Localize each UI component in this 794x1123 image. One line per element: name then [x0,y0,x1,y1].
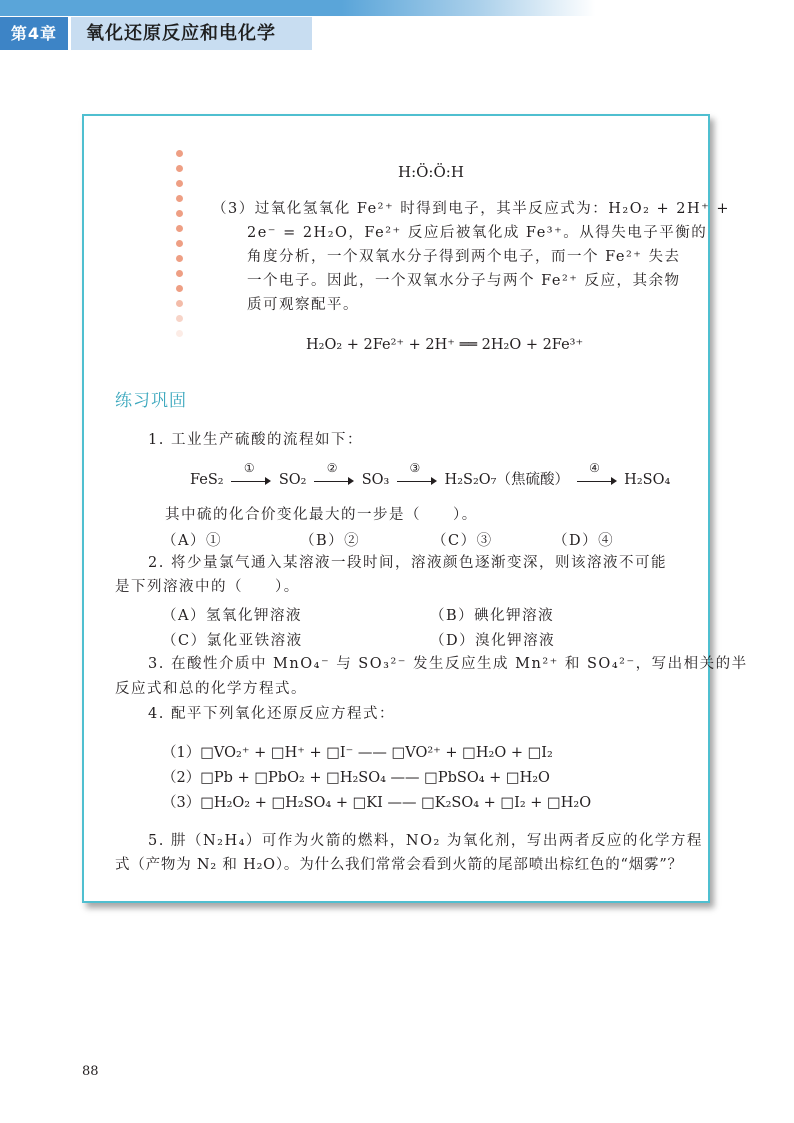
para3-line: 质可观察配平。 [247,297,359,313]
page-number: 88 [82,1064,99,1079]
flow-species: FeS₂ [190,472,224,488]
q2-option-b: （B）碘化钾溶液 [430,608,555,624]
arrow-icon: ① [231,473,271,487]
arrow-icon: ② [314,473,354,487]
q4-equation-1: （1）□VO₂⁺ + □H⁺ + □I⁻ —— □VO²⁺ + □H₂O + □I₂ [162,745,553,761]
q4-stem: 4. 配平下列氧化还原反应方程式： [148,706,395,722]
q2-stem-line1: 2. 将少量氯气通入某溶液一段时间，溶液颜色逐渐变深，则该溶液不可能 [148,555,667,571]
final-equation: H₂O₂ + 2Fe²⁺ + 2H⁺ ══ 2H₂O + 2Fe³⁺ [306,337,584,353]
q4-equation-2: （2）□Pb + □PbO₂ + □H₂SO₄ —— □PbSO₄ + □H₂O [162,770,550,786]
q1-flow [190,461,671,489]
arrow-icon: ④ [577,473,617,487]
flow-species: H₂S₂O₇（焦硫酸） [444,472,569,488]
q1-option-b: （B）② [300,533,361,549]
q5-line2: 式（产物为 N₂ 和 H₂O）。为什么我们常常会看到火箭的尾部喷出棕红色的“烟雾”？ [115,857,683,873]
para3-line: （3）过氧化氢氧化 Fe²⁺ 时得到电子，其半反应式为：H₂O₂ + 2H⁺ + [212,201,731,217]
q5-line1: 5. 肼（N₂H₄）可作为火箭的燃料，NO₂ 为氧化剂，写出两者反应的化学方程 [148,833,703,849]
chapter-label: 第4章 [0,17,68,50]
lewis-structure: H:Ö:Ö:H [398,163,464,181]
chapter-title: 氧化还原反应和电化学 [71,17,312,50]
q2-stem-line2: 是下列溶液中的（ ）。 [115,579,300,595]
q2-option-c: （C）氯化亚铁溶液 [162,633,303,649]
decorative-dots [176,150,186,345]
flow-species: SO₂ [278,472,307,488]
para3-line: 角度分析，一个双氧水分子得到两个电子，而一个 Fe²⁺ 失去 [247,249,681,265]
q2-option-a: （A）氢氧化钾溶液 [162,608,302,624]
q1-option-c: （C）③ [432,533,493,549]
flow-species: H₂SO₄ [624,472,671,488]
q2-option-d: （D）溴化钾溶液 [430,633,556,649]
q1-option-a: （A）① [162,533,222,549]
section-title-practice: 练习巩固 [115,391,187,411]
para3-line: 一个电子。因此，一个双氧水分子与两个 Fe²⁺ 反应，其余物 [247,273,681,289]
q1-question: 其中硫的化合价变化最大的一步是（ ）。 [165,507,478,523]
para3-line: 2e⁻ = 2H₂O，Fe²⁺ 反应后被氧化成 Fe³⁺。从得失电子平衡的 [247,225,708,241]
q1-stem: 1. 工业生产硫酸的流程如下： [148,432,363,448]
q1-option-d: （D）④ [553,533,615,549]
flow-species: SO₃ [361,472,390,488]
arrow-icon: ③ [397,473,437,487]
header-color-bar [0,0,794,16]
q3-line2: 反应式和总的化学方程式。 [115,681,307,697]
q3-line1: 3. 在酸性介质中 MnO₄⁻ 与 SO₃²⁻ 发生反应生成 Mn²⁺ 和 SO₄²⁻，写出相关的半 [148,656,748,672]
q4-equation-3: （3）□H₂O₂ + □H₂SO₄ + □KI —— □K₂SO₄ + □I₂ + □H₂O [162,795,592,811]
